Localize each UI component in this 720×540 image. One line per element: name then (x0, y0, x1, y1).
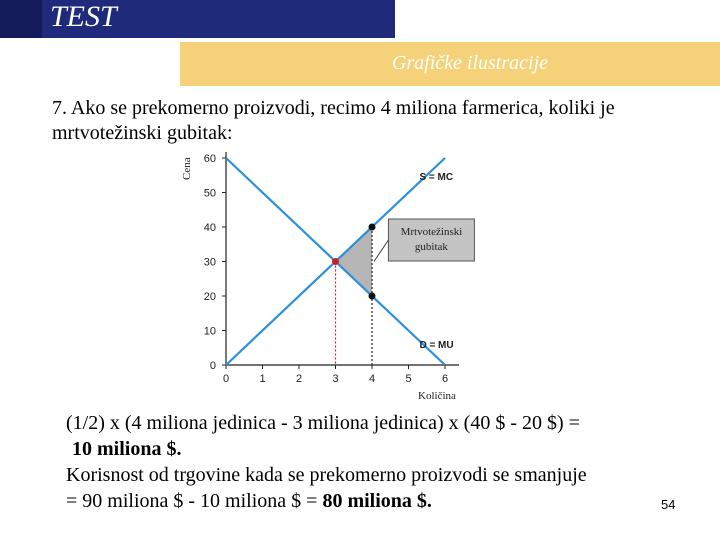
formula-final-result: 80 miliona $. (322, 490, 432, 512)
annotation-label-line-1: Mrtvotežinski (400, 226, 463, 238)
y-tick-label: 30 (203, 256, 216, 269)
supply-label: S = MC (419, 172, 454, 183)
formula-line-1: (1/2) x (4 miliona jedinica - 3 miliona jedinica) x (40 $ - 20 $) = (66, 412, 580, 434)
chart-container (170, 145, 500, 403)
solution-text (66, 410, 666, 514)
x-tick-label: 1 (259, 373, 266, 385)
x-axis-label: Količina (418, 390, 456, 402)
x-tick-label: 4 (368, 373, 376, 385)
y-tick-label: 40 (203, 222, 216, 234)
y-tick-label: 10 (203, 325, 216, 338)
supply-demand-chart (170, 145, 500, 403)
page-number: 54 (661, 497, 676, 512)
x-tick-label: 3 (332, 373, 339, 385)
title-bar (0, 0, 395, 38)
formula-line-3: Korisnost od trgovine kada se prekomerno proizvodi se smanjuje (66, 464, 587, 486)
demand-label: D = MU (419, 339, 454, 351)
title-bar-accent (0, 0, 42, 38)
x-tick-label: 6 (441, 373, 449, 385)
y-tick-label: 0 (209, 360, 216, 372)
y-axis-label: Cena (181, 157, 193, 180)
subtitle-bar (180, 42, 720, 86)
x-tick-label: 0 (222, 373, 230, 385)
x-tick-label: 2 (295, 373, 303, 385)
annotation-label-line-2: gubitak (414, 241, 448, 253)
x-tick-label: 5 (405, 373, 412, 385)
y-tick-label: 20 (203, 291, 216, 303)
formula-line-4: = 90 miliona $ - 10 miliona $ = (66, 490, 323, 512)
page-title: TEST (50, 0, 117, 33)
curve-point (369, 293, 376, 300)
question-text: 7. Ako se prekomerno proizvodi, recimo 4 miliona farmerica, koliki je mrtvotežinski gubitak: (52, 97, 615, 144)
y-tick-label: 50 (203, 187, 216, 200)
formula-result: 10 miliona $. (72, 438, 182, 460)
page-subtitle: Grafičke ilustracije (391, 52, 548, 74)
equilibrium-point (332, 258, 339, 265)
curve-point (369, 224, 376, 231)
y-tick-label: 60 (203, 153, 216, 165)
